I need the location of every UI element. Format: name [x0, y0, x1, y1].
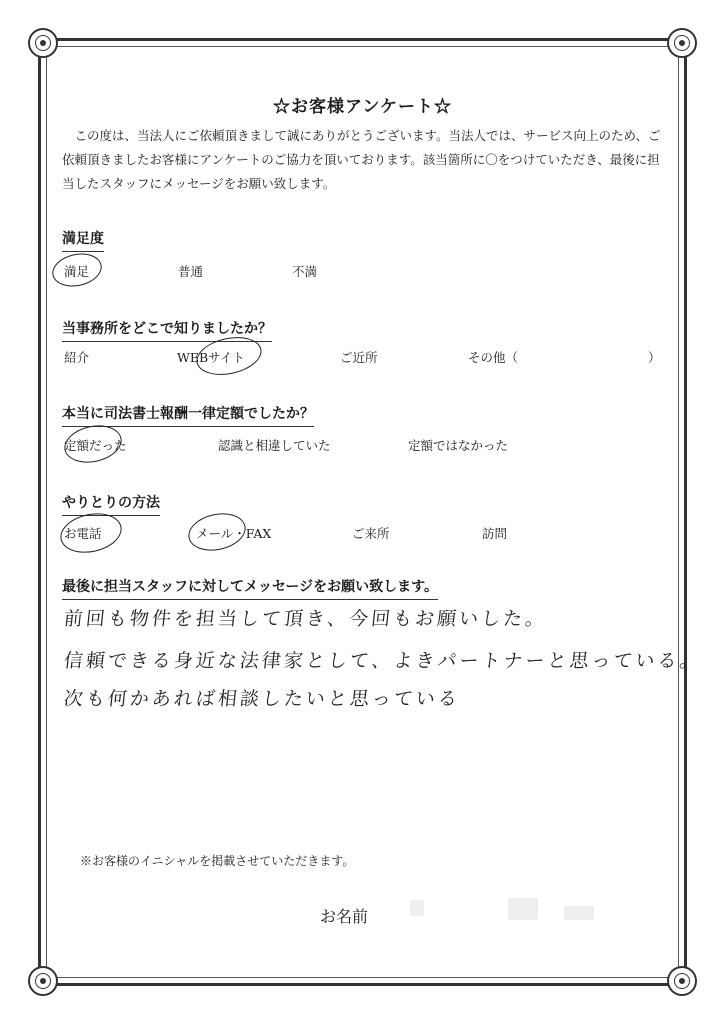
q1-option-neutral: 普通 — [178, 264, 204, 279]
q2-option-neighborhood: ご近所 — [340, 350, 378, 365]
q4-option-visit-office: ご来所 — [352, 526, 390, 541]
q2-option-web: WEBサイト — [177, 350, 245, 365]
q4-heading: やりとりの方法 — [62, 492, 160, 512]
q4-option-home-visit: 訪問 — [482, 526, 508, 541]
redacted-name — [564, 906, 594, 920]
corner-ornament-icon — [28, 28, 58, 58]
initials-note: ※お客様のイニシャルを掲載させていただきます。 — [80, 854, 355, 868]
q2-heading: 当事務所をどこで知りましたか？ — [62, 318, 272, 338]
q2-option-other-close: ） — [648, 350, 661, 365]
message-line: 信頼できる身近な法律家として、よきパートナーと思っている。 — [62, 650, 703, 672]
q2-option-other: その他（ — [468, 350, 519, 365]
q3-heading: 本当に司法書士報酬一律定額でしたか？ — [62, 403, 314, 423]
message-line: 次も何かあれば相談したいと思っている — [62, 688, 462, 710]
survey-title: ☆お客様アンケート☆ — [273, 97, 452, 117]
q1-option-satisfied: 満足 — [64, 264, 90, 279]
q2-option-referral: 紹介 — [64, 350, 90, 365]
q4-option-phone: お電話 — [64, 526, 102, 541]
redacted-name — [508, 898, 538, 920]
q3-option-flat-fee: 定額だった — [64, 438, 127, 453]
q4-option-email-fax: メール・FAX — [196, 526, 272, 541]
q5-heading: 最後に担当スタッフに対してメッセージをお願い致します。 — [62, 576, 438, 596]
corner-ornament-icon — [667, 966, 697, 996]
q1-option-unsatisfied: 不満 — [292, 264, 318, 279]
name-label: お名前 — [320, 907, 369, 926]
corner-ornament-icon — [667, 28, 697, 58]
q3-option-differed: 認識と相違していた — [218, 438, 331, 453]
redacted-name — [410, 900, 424, 916]
q3-option-not-flat: 定額ではなかった — [408, 438, 509, 453]
message-line: 前回も物件を担当して頂き、今回もお願いした。 — [62, 608, 549, 630]
corner-ornament-icon — [28, 966, 58, 996]
q1-heading: 満足度 — [62, 228, 104, 248]
survey-intro: この度は、当法人にご依頼頂きまして誠にありがとうございます。当法人では、サービス向上のため、ご依頼頂きましたお客様にアンケートのご協力を頂いております。該当箇所に〇をつけていただき、最後に担当したスタッフにメッセージをお願い致します。 — [62, 128, 661, 191]
